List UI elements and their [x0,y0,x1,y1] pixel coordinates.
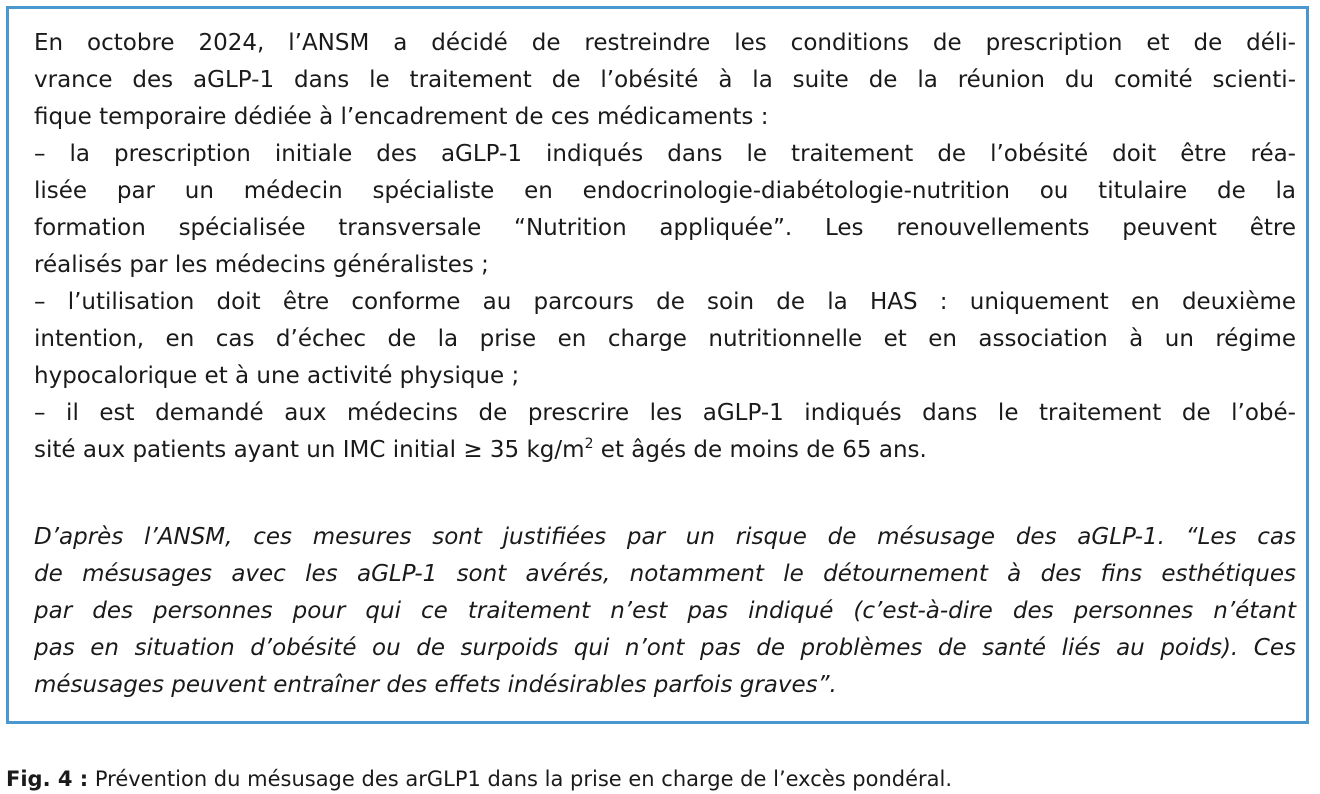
body-line: lisée par un médecin spécialiste en endocrinologie-diabétologie-nutrition ou titulaire de la [34,178,1296,204]
body-line: intention, en cas d’échec de la prise en charge nutritionnelle et en association à un régime [34,326,1296,352]
figure-caption [6,764,952,794]
body-line: – l’utilisation doit être conforme au parcours de soin de la HAS : uniquement en deuxième [34,289,1296,315]
body-text [34,25,1296,469]
superscript-exponent: 2 [584,436,594,452]
body-line: fique temporaire dédiée à l’encadrement de ces médicaments : [34,104,769,130]
body-line: – il est demandé aux médecins de prescrire les aGLP-1 indiqués dans le traitement de l’obé- [34,400,1296,426]
ansm-quote [34,519,1296,704]
body-line: En octobre 2024, l’ANSM a décidé de restreindre les conditions de prescription et de déli- [34,30,1296,56]
body-line: réalisés par les médecins généralistes ; [34,252,489,278]
caption-text: Prévention du mésusage des arGLP1 dans la prise en charge de l’excès pondéral. [88,767,953,791]
body-line: vrance des aGLP-1 dans le traitement de l’obésité à la suite de la réunion du comité scienti- [34,67,1296,93]
quote-line: D’après l’ANSM, ces mesures sont justifiées par un risque de mésusage des aGLP-1. “Les cas [34,524,1296,550]
body-line: formation spécialisée transversale “Nutrition appliquée”. Les renouvellements peuvent être [34,215,1296,241]
quote-line: pas en situation d’obésité ou de surpoids qui n’ont pas de problèmes de santé liés au poids). Ces [34,635,1296,661]
caption-label: Fig. 4 : [6,767,89,791]
info-box [6,6,1309,724]
quote-line: par des personnes pour qui ce traitement n’est pas indiqué (c’est-à-dire des personnes n’étant [34,598,1296,624]
body-line: hypocalorique et à une activité physique ; [34,363,520,389]
quote-line: de mésusages avec les aGLP-1 sont avérés, notamment le détournement à des fins esthétiques [34,561,1296,587]
quote-line: mésusages peuvent entraîner des effets indésirables parfois graves”. [34,672,837,698]
body-line-last-tail: et âgés de moins de 65 ans. [593,437,927,463]
body-line: – la prescription initiale des aGLP-1 indiqués dans le traitement de l’obésité doit être réa- [34,141,1296,167]
body-line-last-text: sité aux patients ayant un IMC initial ≥ 35 kg/m [34,437,585,463]
body-line-last [34,432,1296,469]
